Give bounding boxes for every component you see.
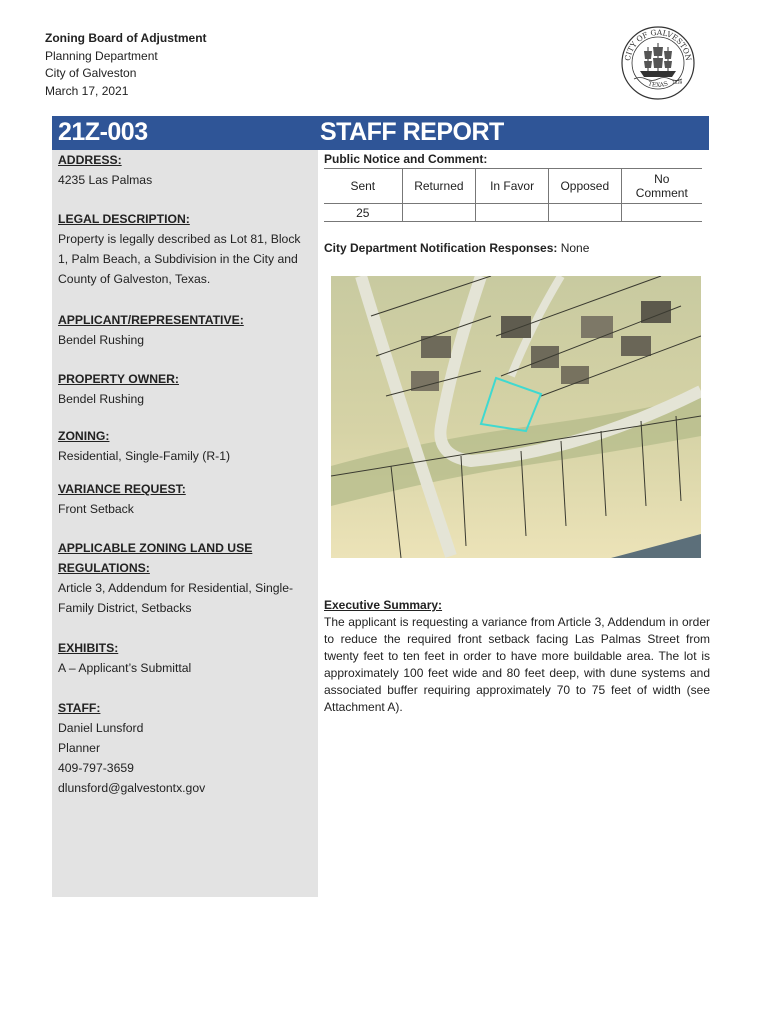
svg-text:CITY OF GALVESTON: CITY OF GALVESTON bbox=[623, 27, 694, 62]
exhibits-label: EXHIBITS: bbox=[58, 641, 119, 655]
column-header: In Favor bbox=[476, 169, 549, 204]
variance-section bbox=[58, 479, 310, 519]
regulations-section bbox=[58, 538, 310, 618]
report-date: March 17, 2021 bbox=[45, 83, 129, 98]
column-header: Sent bbox=[324, 169, 402, 204]
public-notice-heading: Public Notice and Comment: bbox=[324, 152, 488, 166]
sidebar-panel bbox=[52, 150, 318, 897]
public-notice-table bbox=[324, 168, 702, 222]
table-header-row bbox=[324, 169, 702, 204]
table-cell: 25 bbox=[324, 204, 402, 222]
variance-label: VARIANCE REQUEST: bbox=[58, 482, 186, 496]
aerial-map-image bbox=[331, 276, 701, 558]
column-header: No Comment bbox=[621, 169, 702, 204]
table-cell bbox=[548, 204, 621, 222]
board-name: Zoning Board of Adjustment bbox=[45, 31, 207, 45]
variance-value: Front Setback bbox=[58, 502, 134, 516]
legal-line: Property is legally described as Lot 81, Block bbox=[58, 232, 301, 246]
legal-section bbox=[58, 209, 310, 289]
department-name: Planning Department bbox=[45, 48, 158, 63]
regulations-label: APPLICABLE ZONING LAND USE bbox=[58, 541, 253, 555]
owner-section bbox=[58, 369, 310, 409]
city-name: City of Galveston bbox=[45, 66, 137, 80]
staff-email[interactable]: dlunsford@galvestontx.gov bbox=[58, 781, 206, 795]
staff-section bbox=[58, 698, 310, 798]
zoning-section bbox=[58, 426, 310, 466]
case-number: 21Z-003 bbox=[58, 118, 148, 146]
exhibits-value: A – Applicant’s Submittal bbox=[58, 661, 192, 675]
table-cell bbox=[476, 204, 549, 222]
regulations-line: Family District, Setbacks bbox=[58, 601, 192, 615]
legal-line: 1, Palm Beach, a Subdivision in the City and bbox=[58, 252, 298, 266]
notification-value: None bbox=[557, 241, 590, 255]
table-cell bbox=[402, 204, 476, 222]
staff-label: STAFF: bbox=[58, 701, 101, 715]
applicant-section bbox=[58, 310, 310, 350]
title-banner bbox=[52, 116, 709, 150]
report-header bbox=[45, 30, 207, 100]
applicant-label: APPLICANT/REPRESENTATIVE: bbox=[58, 313, 244, 327]
exhibits-section bbox=[58, 638, 310, 678]
address-section bbox=[58, 150, 310, 190]
legal-line: County of Galveston, Texas. bbox=[58, 272, 211, 286]
zoning-value: Residential, Single-Family (R-1) bbox=[58, 449, 231, 463]
staff-name: Daniel Lunsford bbox=[58, 721, 144, 735]
staff-title: Planner bbox=[58, 741, 101, 755]
address-label: ADDRESS: bbox=[58, 153, 122, 167]
notification-responses bbox=[324, 241, 589, 255]
svg-text:1839: 1839 bbox=[672, 80, 683, 85]
notification-label: City Department Notification Responses: bbox=[324, 241, 558, 255]
executive-summary-body: The applicant is requesting a variance from Article 3, Addendum in order to reduce the required front setback facing Las Palmas Street from twenty feet to ten feet in order to have more buildable area. The lot is approximately 100 feet wide and 80 feet deep, with dune systems and associated buffer requiring approximately 70 to 75 feet of width (see Attachment A). bbox=[324, 615, 710, 714]
zoning-label: ZONING: bbox=[58, 429, 110, 443]
owner-value: Bendel Rushing bbox=[58, 392, 145, 406]
address-value: 4235 Las Palmas bbox=[58, 173, 153, 187]
legal-label: LEGAL DESCRIPTION: bbox=[58, 212, 190, 226]
regulations-label: REGULATIONS: bbox=[58, 561, 150, 575]
staff-phone: 409-797-3659 bbox=[58, 761, 134, 775]
column-header: Returned bbox=[402, 169, 476, 204]
executive-summary-heading: Executive Summary: bbox=[324, 598, 443, 612]
svg-text:TEXAS: TEXAS bbox=[647, 80, 669, 90]
column-header: Opposed bbox=[548, 169, 621, 204]
report-title: STAFF REPORT bbox=[320, 118, 504, 146]
city-seal-logo bbox=[620, 25, 696, 101]
table-row bbox=[324, 204, 702, 222]
applicant-value: Bendel Rushing bbox=[58, 333, 145, 347]
owner-label: PROPERTY OWNER: bbox=[58, 372, 179, 386]
regulations-line: Article 3, Addendum for Residential, Single- bbox=[58, 581, 294, 595]
table-cell bbox=[621, 204, 702, 222]
